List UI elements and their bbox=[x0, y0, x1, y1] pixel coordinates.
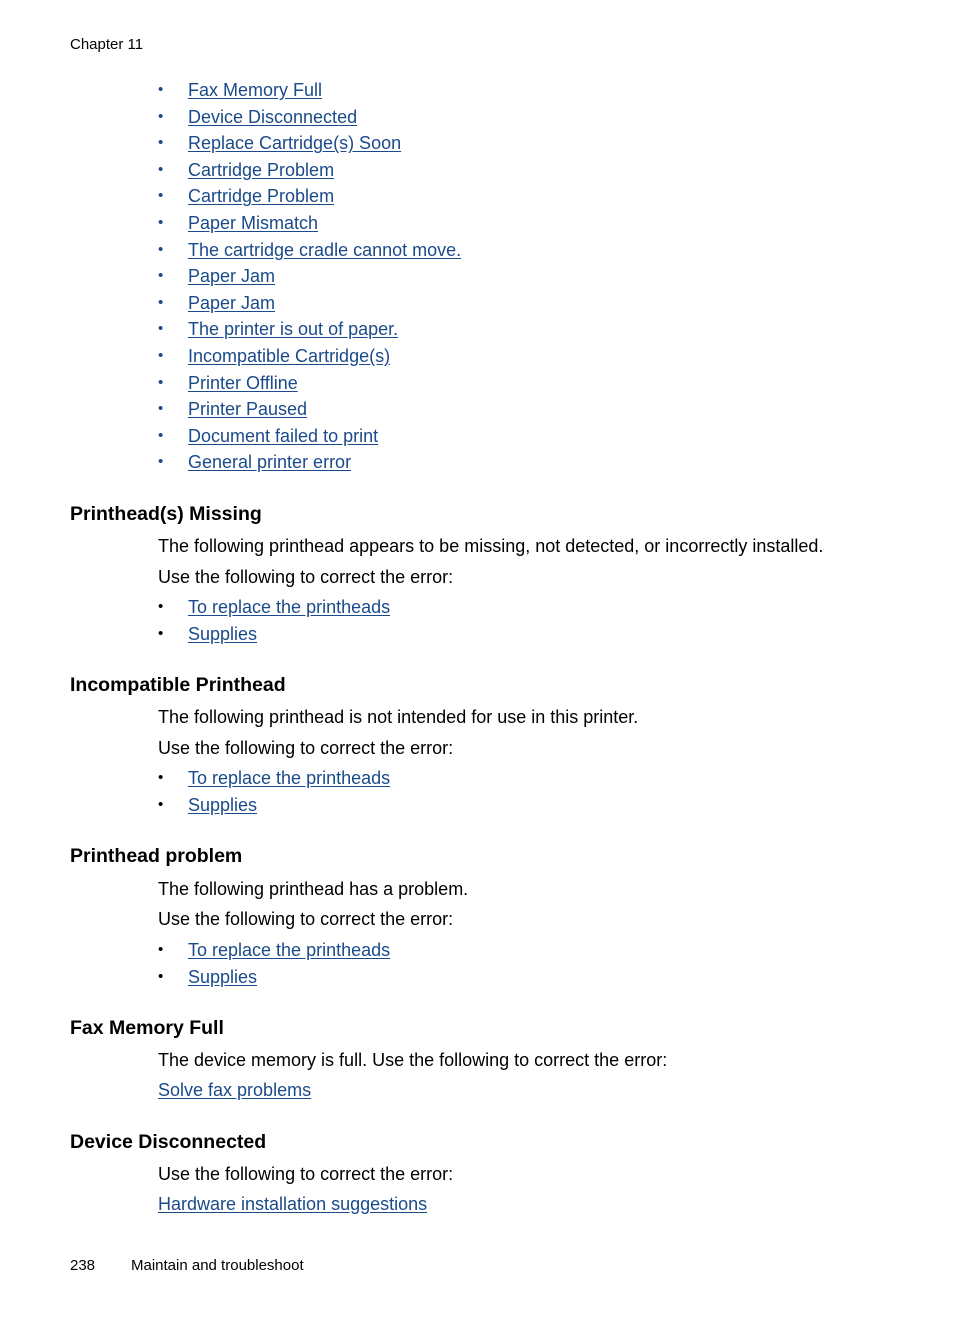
list-item bbox=[158, 964, 390, 991]
section-instruction: Use the following to correct the error: bbox=[158, 909, 454, 929]
list-item bbox=[158, 937, 390, 964]
bullet: • bbox=[158, 213, 164, 231]
link-cartridge-cradle[interactable]: The cartridge cradle cannot move. bbox=[188, 239, 462, 260]
list-item bbox=[158, 765, 390, 792]
list-item bbox=[158, 130, 461, 157]
bullet: • bbox=[158, 769, 164, 786]
page-number: 238 bbox=[70, 1257, 96, 1274]
link-supplies[interactable]: Supplies bbox=[188, 966, 258, 987]
link-solve-fax-problems[interactable]: Solve fax problems bbox=[158, 1080, 312, 1100]
section-title-incompatible-printhead: Incompatible Printhead bbox=[70, 674, 286, 696]
link-cartridge-problem-2[interactable]: Cartridge Problem bbox=[188, 186, 335, 207]
link-printer-offline[interactable]: Printer Offline bbox=[188, 372, 298, 393]
section-description: The following printhead is not intended for use in this printer. bbox=[158, 707, 639, 727]
chapter-header: Chapter 11 bbox=[70, 36, 144, 53]
link-paper-mismatch[interactable]: Paper Mismatch bbox=[188, 212, 319, 233]
list-item bbox=[158, 792, 390, 819]
bullet: • bbox=[158, 346, 164, 364]
section-instruction: Use the following to correct the error: bbox=[158, 1164, 454, 1184]
list-item bbox=[158, 449, 461, 476]
section-title-device-disconnected: Device Disconnected bbox=[70, 1131, 267, 1153]
bullet: • bbox=[158, 107, 164, 125]
solution-link-paragraph bbox=[158, 1193, 427, 1215]
link-paper-jam[interactable]: Paper Jam bbox=[188, 266, 276, 287]
list-item bbox=[158, 594, 390, 621]
bullet: • bbox=[158, 400, 164, 418]
section-instruction: Use the following to correct the error: bbox=[158, 567, 454, 587]
list-item bbox=[158, 621, 390, 648]
solution-link-list bbox=[158, 765, 390, 818]
list-item bbox=[158, 77, 461, 104]
link-printer-paused[interactable]: Printer Paused bbox=[188, 399, 308, 420]
bullet: • bbox=[158, 795, 164, 813]
bullet: • bbox=[158, 426, 164, 444]
bullet: • bbox=[158, 967, 164, 985]
link-replace-printheads[interactable]: To replace the printheads bbox=[188, 597, 391, 617]
solution-link-list bbox=[158, 937, 390, 990]
list-item bbox=[158, 263, 461, 290]
bullet: • bbox=[158, 624, 164, 642]
list-item bbox=[158, 157, 461, 184]
link-replace-printheads[interactable]: To replace the printheads bbox=[188, 768, 391, 788]
link-replace-cartridges-soon[interactable]: Replace Cartridge(s) Soon bbox=[188, 133, 402, 154]
bullet: • bbox=[158, 160, 164, 178]
section-title-fax-memory-full: Fax Memory Full bbox=[70, 1017, 224, 1039]
link-out-of-paper[interactable]: The printer is out of paper. bbox=[188, 319, 399, 340]
link-cartridge-problem[interactable]: Cartridge Problem bbox=[188, 159, 335, 180]
list-item bbox=[158, 290, 461, 317]
solution-link-list bbox=[158, 594, 390, 647]
link-paper-jam-2[interactable]: Paper Jam bbox=[188, 292, 276, 313]
list-item bbox=[158, 423, 461, 450]
link-hardware-installation-suggestions[interactable]: Hardware installation suggestions bbox=[158, 1194, 428, 1214]
section-title-printhead-problem: Printhead problem bbox=[70, 845, 243, 867]
bullet: • bbox=[158, 373, 164, 391]
bullet: • bbox=[158, 598, 164, 615]
list-item bbox=[158, 183, 461, 210]
list-item bbox=[158, 210, 461, 237]
bullet: • bbox=[158, 187, 164, 205]
bullet: • bbox=[158, 81, 164, 98]
link-device-disconnected[interactable]: Device Disconnected bbox=[188, 106, 358, 127]
list-item bbox=[158, 316, 461, 343]
solution-link-paragraph bbox=[158, 1079, 311, 1101]
section-description: The following printhead appears to be missing, not detected, or incorrectly installed. bbox=[158, 536, 824, 556]
footer-section-name: Maintain and troubleshoot bbox=[131, 1257, 304, 1274]
bullet: • bbox=[158, 320, 164, 338]
bullet: • bbox=[158, 941, 164, 958]
link-supplies[interactable]: Supplies bbox=[188, 623, 258, 644]
list-item bbox=[158, 343, 461, 370]
link-document-failed[interactable]: Document failed to print bbox=[188, 425, 379, 446]
link-general-printer-error[interactable]: General printer error bbox=[188, 452, 352, 473]
section-title-printheads-missing: Printhead(s) Missing bbox=[70, 503, 262, 525]
bullet: • bbox=[158, 134, 164, 152]
bullet: • bbox=[158, 453, 164, 471]
list-item bbox=[158, 396, 461, 423]
bullet: • bbox=[158, 240, 164, 258]
link-supplies[interactable]: Supplies bbox=[188, 794, 258, 815]
error-link-list bbox=[158, 77, 461, 476]
list-item bbox=[158, 104, 461, 131]
bullet: • bbox=[158, 293, 164, 311]
section-description: The following printhead has a problem. bbox=[158, 879, 469, 899]
link-replace-printheads[interactable]: To replace the printheads bbox=[188, 940, 391, 960]
link-incompatible-cartridges[interactable]: Incompatible Cartridge(s) bbox=[188, 345, 391, 366]
section-instruction: Use the following to correct the error: bbox=[158, 738, 454, 758]
link-fax-memory-full[interactable]: Fax Memory Full bbox=[188, 80, 323, 100]
list-item bbox=[158, 370, 461, 397]
list-item bbox=[158, 237, 461, 264]
section-description: The device memory is full. Use the following to correct the error: bbox=[158, 1050, 668, 1070]
bullet: • bbox=[158, 267, 164, 285]
